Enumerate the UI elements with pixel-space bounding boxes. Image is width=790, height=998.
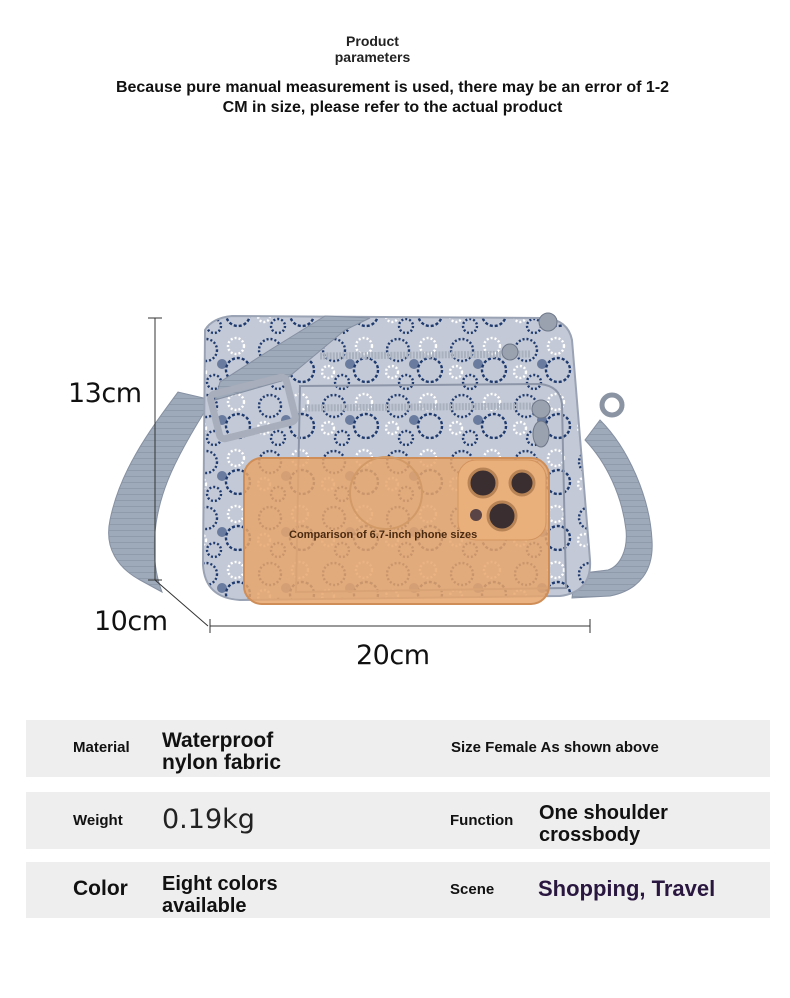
left-strap bbox=[109, 392, 212, 592]
notice-line-1: Because pure manual measurement is used, there may be an error of 1-2 bbox=[115, 79, 670, 96]
zipper-pull-pocket bbox=[532, 400, 550, 418]
function-value-line-1: One shoulder bbox=[539, 802, 668, 824]
camera-lens-3 bbox=[488, 502, 516, 530]
function-value bbox=[539, 802, 668, 846]
title-line-1: Product bbox=[346, 33, 399, 49]
camera-lens-2 bbox=[510, 471, 534, 495]
material-value-line-1: Waterproof bbox=[162, 729, 274, 752]
size-text: Size Female As shown above bbox=[451, 739, 659, 756]
phone-caption: Comparison of 6.7-inch phone sizes bbox=[289, 529, 478, 541]
side-ring bbox=[602, 395, 622, 415]
zipper-pull-mid bbox=[502, 344, 518, 360]
material-value-line-2: nylon fabric bbox=[162, 751, 282, 774]
zipper-tab bbox=[533, 421, 549, 447]
height-label: 13cm bbox=[68, 378, 142, 409]
width-label: 20cm bbox=[356, 640, 430, 671]
camera-flash bbox=[470, 509, 482, 521]
weight-label: Weight bbox=[73, 812, 123, 829]
title-line-2: parameters bbox=[334, 49, 411, 65]
zipper-pull-top bbox=[539, 313, 557, 331]
spec-row-material bbox=[26, 720, 770, 777]
weight-value: 0.19kg bbox=[162, 804, 255, 835]
color-value bbox=[162, 873, 278, 917]
spec-row-color bbox=[26, 862, 770, 918]
camera-lens-1 bbox=[469, 469, 497, 497]
function-label: Function bbox=[450, 812, 514, 829]
color-label: Color bbox=[73, 877, 128, 900]
notice-line-2: CM in size, please refer to the actual product bbox=[222, 99, 563, 116]
function-value-line-2: crossbody bbox=[539, 824, 641, 846]
spec-row-weight bbox=[26, 792, 770, 849]
material-label: Material bbox=[73, 739, 130, 756]
scene-label: Scene bbox=[450, 881, 495, 898]
color-value-line-2: available bbox=[162, 895, 247, 917]
color-value-line-1: Eight colors bbox=[162, 873, 278, 895]
depth-label: 10cm bbox=[94, 606, 168, 637]
scene-value: Shopping, Travel bbox=[538, 876, 716, 901]
material-value bbox=[162, 730, 281, 774]
